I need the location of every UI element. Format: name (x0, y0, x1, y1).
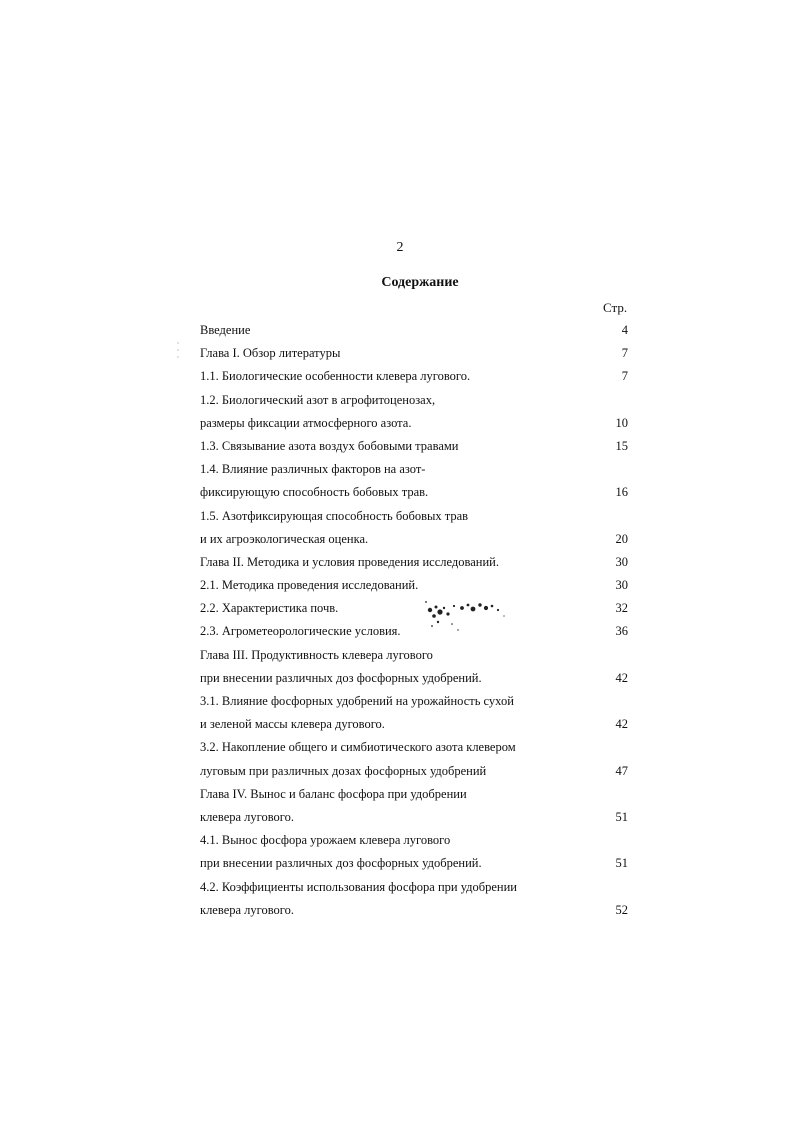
toc-entry-page: 15 (615, 438, 628, 453)
toc-entry (200, 879, 640, 902)
toc-entry-text: 2.1. Методика проведения исследований. (200, 578, 419, 593)
toc-entry-text: при внесении различных доз фосфорных удобрений. (200, 856, 482, 871)
toc-entry (200, 855, 640, 878)
toc-entry-text: Глава III. Продуктивность клевера лугового (200, 647, 433, 662)
toc-entry-text: 1.1. Биологические особенности клевера лугового. (200, 369, 471, 384)
toc-entry-text: 4.2. Коэффициенты использования фосфора при удобрении (200, 879, 517, 894)
toc-entry-page: 51 (615, 856, 628, 871)
toc-entry (200, 693, 640, 716)
toc-entry-text: 2.3. Агрометеорологические условия. (200, 624, 401, 639)
page-column-header: Стр. (603, 300, 628, 315)
toc-entry-text: Глава IV. Вынос и баланс фосфора при удобрении (200, 786, 467, 801)
toc-entry-text: Введение (200, 323, 251, 337)
toc-entry (200, 508, 640, 531)
toc-entry-page: 51 (615, 809, 628, 824)
toc-entry (200, 902, 640, 925)
toc-entry (200, 484, 640, 507)
toc-entry-text: клевера лугового. (200, 902, 294, 917)
toc-entry (200, 809, 640, 832)
toc-entry (200, 786, 640, 809)
toc-entry-page: 47 (615, 763, 628, 778)
toc-entry (200, 438, 640, 461)
toc-entry (200, 392, 640, 415)
toc-entry-page: 10 (615, 415, 628, 430)
toc-entry (200, 345, 640, 368)
toc-entry-page: 20 (615, 531, 628, 546)
toc-entry-text: 3.2. Накопление общего и симбиотического азота клевером (200, 740, 516, 755)
scan-smudge (418, 596, 518, 636)
toc-entry-text: 2.2. Характеристика почв. (200, 601, 339, 616)
toc-entry-page: 42 (615, 670, 628, 685)
toc-entry (200, 322, 640, 345)
toc-entry (200, 647, 640, 670)
toc-entry-text: 1.4. Влияние различных факторов на азот- (200, 462, 426, 477)
toc-entry-page: 36 (615, 624, 628, 639)
toc-entry-text: 3.1. Влияние фосфорных удобрений на урожайность сухой (200, 694, 514, 708)
toc-entry-page: 4 (621, 323, 628, 337)
toc-entry-text: и их агроэкологическая оценка. (200, 531, 369, 546)
page-number: 2 (396, 240, 404, 255)
toc-entry (200, 832, 640, 855)
toc-entry-text: 4.1. Вынос фосфора урожаем клевера лугового (200, 833, 451, 848)
toc-entry (200, 461, 640, 484)
toc-entry-page: 52 (615, 902, 628, 917)
toc-entry-page: 7 (621, 369, 628, 384)
toc-title: Содержание (381, 275, 459, 290)
toc-entry-page: 30 (615, 578, 628, 593)
toc-entry (200, 368, 640, 391)
toc-entry (200, 739, 640, 762)
toc-entry (200, 763, 640, 786)
toc-entry (200, 716, 640, 739)
toc-entry-text: при внесении различных доз фосфорных удобрений. (200, 670, 482, 685)
toc-entry-text: луговым при различных дозах фосфорных удобрений (200, 763, 487, 778)
toc-entry-text: фиксирующую способность бобовых трав. (200, 485, 429, 500)
toc-entry-page: 42 (615, 717, 628, 732)
scan-margin-dots (176, 340, 180, 360)
toc-entry-text: 1.3. Связывание азота воздух бобовыми травами (200, 438, 459, 453)
toc-entry-text: и зеленой массы клевера дугового. (200, 717, 385, 732)
toc-entry-page: 7 (621, 346, 628, 361)
toc-entry-text: 1.5. Азотфиксирующая способность бобовых трав (200, 508, 469, 523)
toc-entry-page: 32 (615, 601, 628, 616)
toc-entry (200, 554, 640, 577)
toc-entry (200, 531, 640, 554)
toc-entry-page: 16 (615, 485, 628, 500)
toc-entry-page: 30 (615, 554, 628, 569)
toc-entry (200, 415, 640, 438)
toc-entry-text: Глава I. Обзор литературы (200, 346, 341, 361)
toc-entry-text: 1.2. Биологический азот в агрофитоценозах, (200, 392, 436, 407)
toc-entry-text: размеры фиксации атмосферного азота. (200, 415, 412, 430)
toc-entry (200, 670, 640, 693)
toc-entry-text: клевера лугового. (200, 809, 294, 824)
toc-entry-text: Глава II. Методика и условия проведения исследований. (200, 554, 499, 569)
